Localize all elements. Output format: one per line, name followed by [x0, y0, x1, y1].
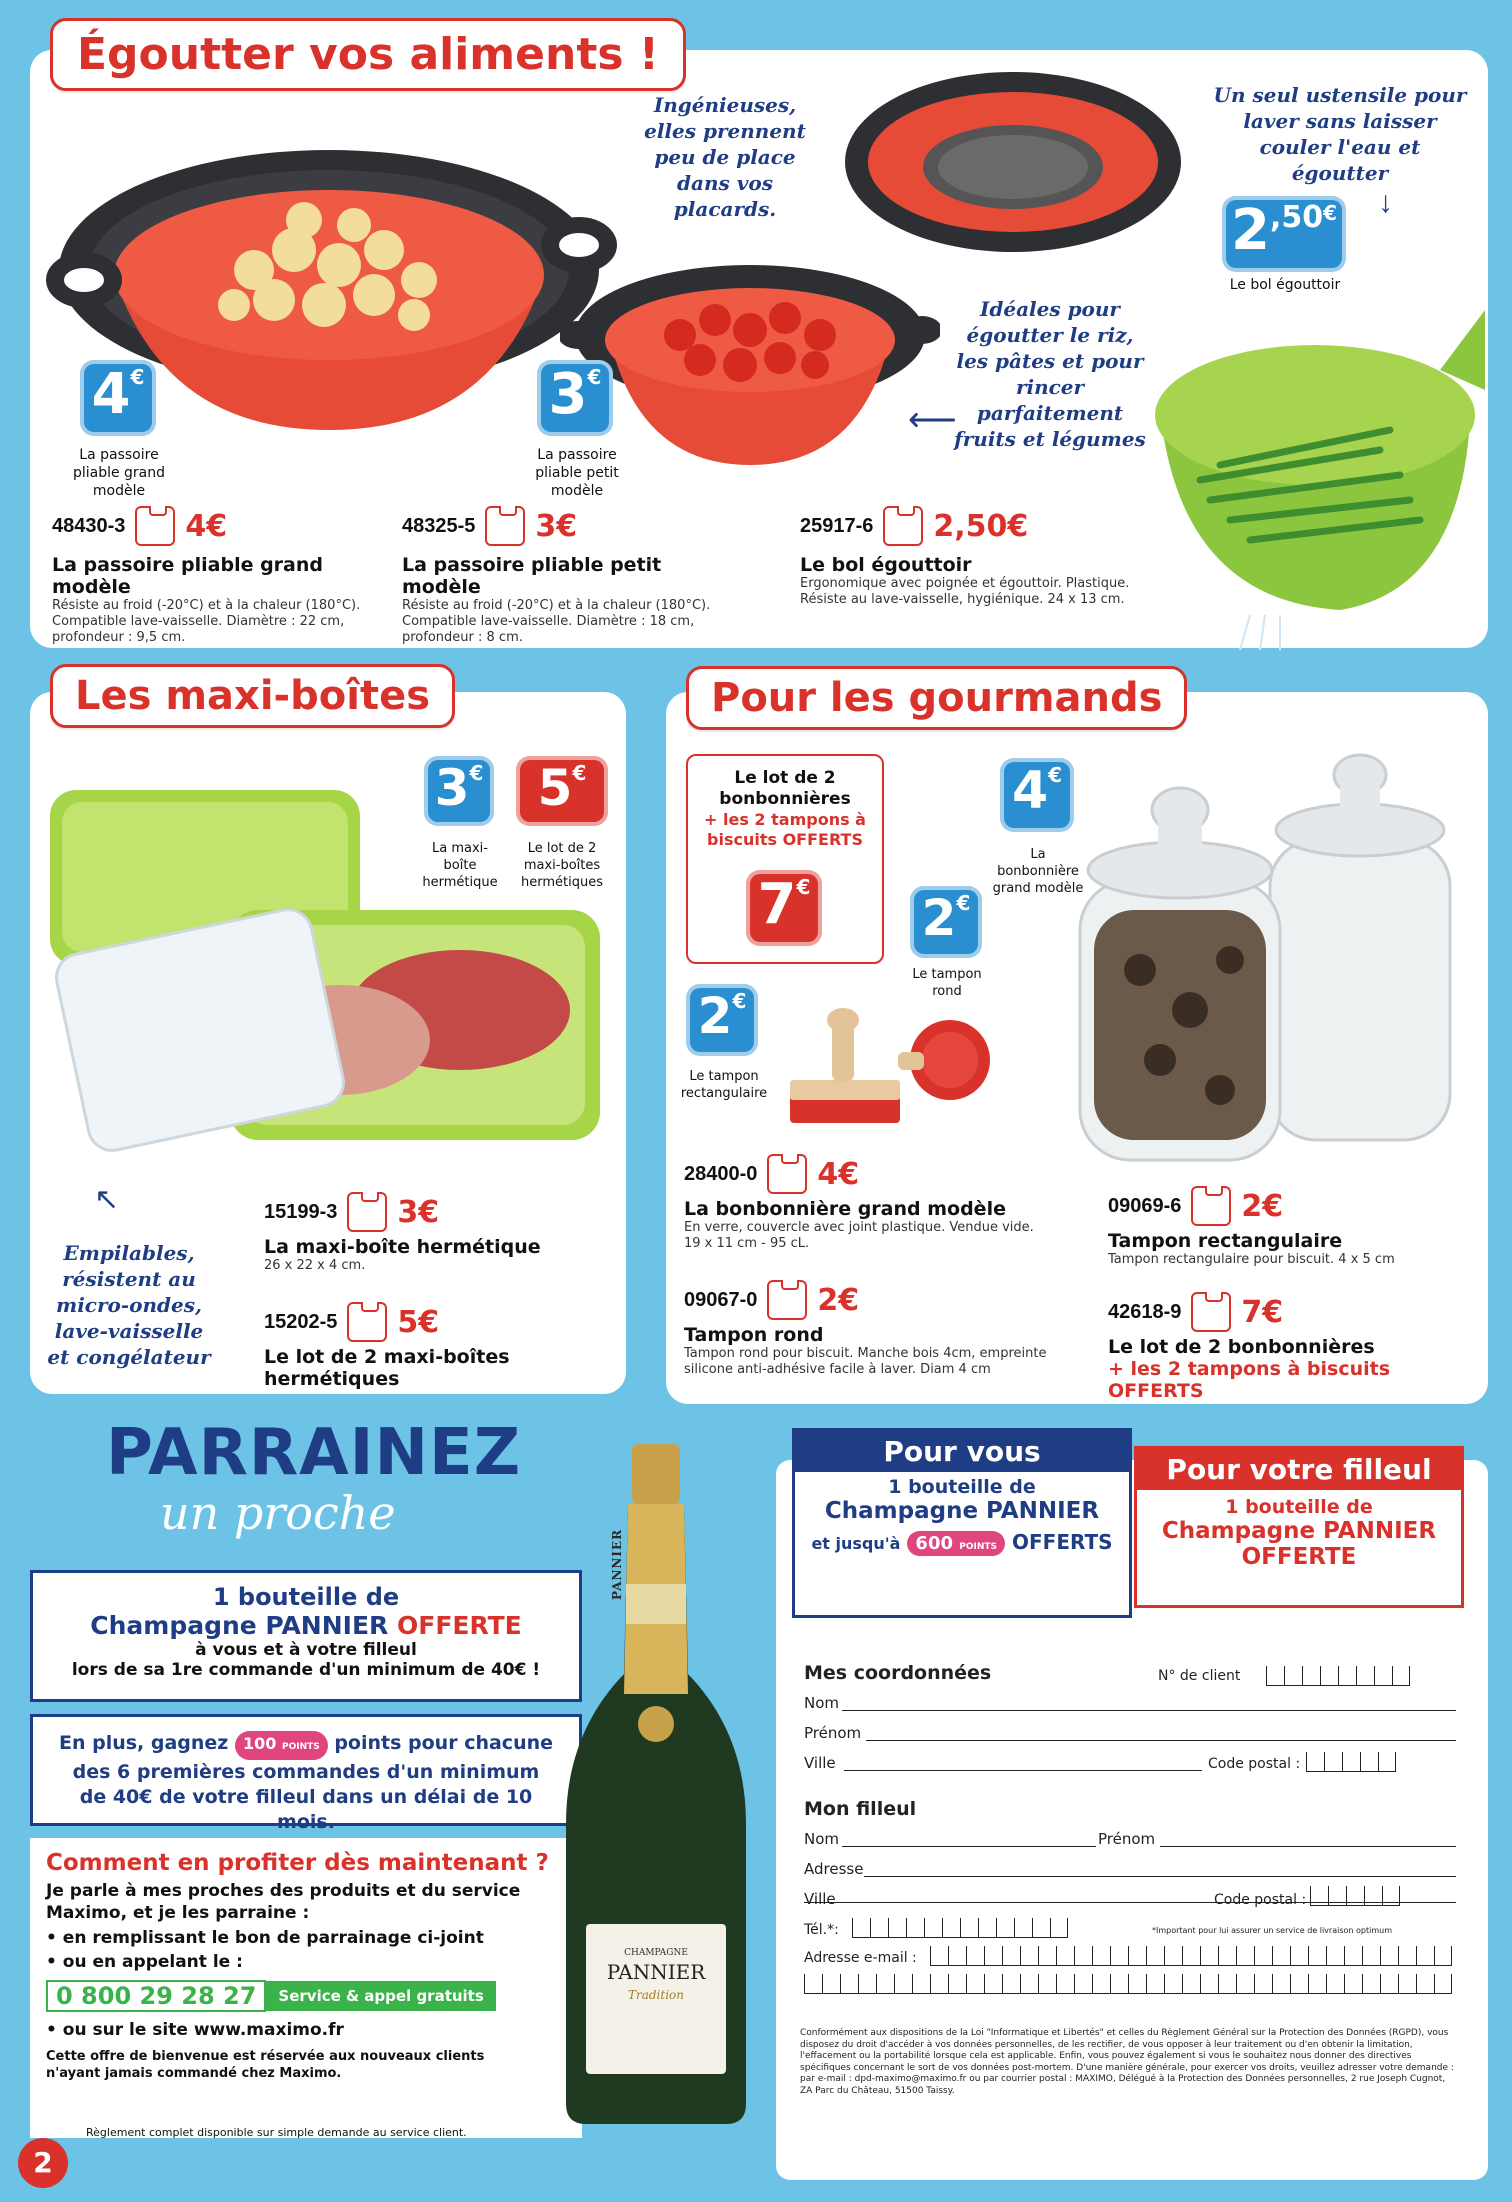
price-tag-passoire-petit: 3 € [537, 360, 613, 436]
product-price: 2,50€ [933, 508, 1029, 544]
email-field[interactable] [930, 1946, 1452, 1966]
product-price: 2€ [817, 1282, 860, 1318]
caption-tampon-rect: Le tampon rectangulaire [680, 1069, 768, 1101]
arrow-up-icon: ↖ [94, 1183, 120, 1216]
product-tampon-rond [684, 1280, 1084, 1378]
parrainez-title: PARRAINEZ [106, 1416, 522, 1490]
howto-bullet-form: en remplissant le bon de parrainage ci-joint [62, 1928, 484, 1948]
offer-box-1-line2a: Champagne PANNIER [90, 1611, 397, 1640]
filleul-cp-field[interactable] [1310, 1886, 1400, 1906]
note-ustensile: Un seul ustensile pour laver sans laisser couler l'eau et égoutter [1213, 83, 1467, 185]
tel-field[interactable] [852, 1918, 1068, 1938]
product-desc: En verre, couvercle avec joint plastique. Vendue vide. 19 x 11 cm - 95 cL. [684, 1220, 1034, 1251]
points-badge-600-value: 600 [915, 1533, 953, 1554]
caption-passoire-grand: La passoire pliable grand modèle [72, 447, 166, 499]
points-badge-600 [907, 1531, 1005, 1556]
product-price: 2€ [1241, 1188, 1284, 1224]
bottle-label-type: CHAMPAGNE [624, 1948, 688, 1958]
page-number-badge [18, 2138, 68, 2188]
note-placards: Ingénieuses, elles prennent peu de place dans vos placards. [644, 93, 806, 221]
price-tag-maxi-boite: 3 € [424, 756, 494, 826]
pour-filleul-line3: OFFERTE [1241, 1544, 1357, 1570]
parrainez-subtitle: un proche [160, 1486, 396, 1540]
product-ref: 15199-3 [264, 1200, 338, 1223]
howto-note: Cette offre de bienvenue est réservée aux nouveaux clients n'ayant jamais commandé chez Maximo. [46, 2049, 485, 2081]
howto-bullet-phone: ou en appelant le : [62, 1952, 243, 1972]
legal-notice: Conformément aux dispositions de la Loi "Informatique et Libertés" et celles du Règlement Général sur la Protection des Données (RGPD), vous disposez du droit d'accéder à vos données personnelles, de les rectifier, de vous opposer à leur traitement ou d'en obtenir la limitation, l'effacement ou la portabilité lorsque cela est applicable. Enfin, vous pouvez également si vous le souhaitez nous donner des directives spécifiques concernant le sort de vos données post-mortem. D'une manière générale, pour exercer vos droits, veuillez adresser votre demande : par e-mail : dpd-maximo@maximo.fr ou par courrier postal : MAXIMO, Délégué à la Protection des Données personnelles, 2 rue Joseph Cugnot, ZA Parc du Château, 51500 Taissy. [800, 2028, 1454, 2096]
product-maxi-lot [264, 1302, 624, 1390]
product-name: La maxi-boîte hermétique [264, 1236, 541, 1258]
email-label: Adresse e-mail : [804, 1950, 917, 1966]
order-checkbox[interactable] [347, 1192, 387, 1232]
product-maxi-boite [264, 1192, 614, 1274]
order-checkbox[interactable] [347, 1302, 387, 1342]
nom-field[interactable] [842, 1710, 1456, 1711]
maxi-boxes-image [40, 780, 620, 1170]
cp-label: Code postal : [1208, 1756, 1301, 1772]
product-lot-bonbonnieres [1108, 1292, 1478, 1402]
offer-box-1-line4: lors de sa 1re commande d'un minimum de 40€ ! [71, 1660, 541, 1680]
howto-box: Comment en profiter dès maintenant ? Je parle à mes proches des produits et du service Maximo, et je les parraine : • en remplissant le bon de parrainage ci-joint • ou en appelant le : 0 800 29 28 27 Service & appel gratuits • ou sur le site www.maximo.fr Cette offre de bienvenue est réservée aux nouveaux clients n'ayant jamais commandé chez Maximo. [30, 1838, 582, 2138]
green-bowl-image [1140, 270, 1485, 650]
filleul-prenom-field[interactable] [1160, 1846, 1456, 1847]
product-desc: Ergonomique avec poignée et égouttoir. Plastique. Résiste au lave-vaisselle, hygiénique. 24 x 13 cm. [800, 576, 1130, 607]
product-price: 7€ [1241, 1294, 1284, 1330]
product-bol [800, 506, 1150, 608]
price-tag-passoire-grand: 4 € [80, 360, 156, 436]
order-checkbox[interactable] [767, 1280, 807, 1320]
filleul-nom-label: Nom [804, 1830, 840, 1848]
note-empilables: Empilables, résistent au micro-ondes, lave-vaisselle et congélateur [47, 1241, 211, 1369]
bottle-label-brand: PANNIER [606, 1960, 706, 1984]
product-desc: Résiste au froid (-20°C) et à la chaleur (180°C). Compatible lave-vaisselle. Diamètre : 18 cm, profondeur : 8 cm. [402, 598, 711, 645]
price-tag-lot-bonbonnieres: 7 € [746, 870, 822, 946]
caption-maxi-lot: Le lot de 2 maxi-boîtes hermétiques [521, 841, 603, 890]
product-price: 5€ [397, 1304, 440, 1340]
order-checkbox[interactable] [1191, 1292, 1231, 1332]
filleul-ville-label: Ville [804, 1890, 836, 1908]
product-passoire-petit [402, 506, 742, 646]
prenom-field[interactable] [866, 1740, 1456, 1741]
client-number-label: N° de client [1158, 1668, 1241, 1684]
order-checkbox[interactable] [485, 506, 525, 546]
points-badge-600-label: POINTS [959, 1542, 998, 1552]
price-tag-tampon-rond: 2 € [910, 886, 982, 958]
price-tag-tampon-rect: 2 € [686, 984, 758, 1056]
caption-tampon-rond: Le tampon rond [912, 967, 982, 999]
maxi-title: Les maxi-boîtes [50, 664, 455, 728]
caption-passoire-petit: La passoire pliable petit modèle [535, 447, 619, 499]
ville-label: Ville [804, 1754, 836, 1772]
product-desc: 26 x 22 x 4 cm. [264, 1258, 366, 1273]
pour-vous-box [792, 1428, 1132, 1618]
tel-note: *Important pour lui assurer un service de livraison optimum [1152, 1926, 1392, 1935]
product-passoire-grand [52, 506, 392, 646]
caption-maxi-boite: La maxi-boîte hermétique [422, 841, 498, 890]
points-badge-100-label: POINTS [281, 1742, 320, 1752]
price-tag-bonbonniere: 4 € [1000, 758, 1074, 832]
product-desc: Tampon rectangulaire pour biscuit. 4 x 5 cm [1108, 1252, 1395, 1267]
product-ref: 25917-6 [800, 514, 874, 537]
stamps-image [780, 1000, 1000, 1150]
product-price: 3€ [535, 508, 578, 544]
product-ref: 48430-3 [52, 514, 126, 537]
filleul-cp-label: Code postal : [1214, 1892, 1307, 1908]
glass-jars-image [1070, 730, 1470, 1170]
caption-bonbonniere: La bonbonnière grand modèle [992, 847, 1084, 896]
offer-box-1-line2b: OFFERTE [397, 1611, 522, 1640]
note-ideales: Idéales pour égoutter le riz, les pâtes et pour rincer parfaitement fruits et légumes [954, 297, 1146, 451]
product-name: Tampon rectangulaire [1108, 1230, 1343, 1252]
filleul-nom-field[interactable] [842, 1846, 1096, 1847]
offer-box-2-text-b: points pour chacune des 6 premières commandes d'un minimum de 40€ de votre filleul dans un délai de 10 mois. [72, 1732, 554, 1833]
egoutter-title: Égoutter vos aliments ! [50, 18, 686, 91]
bottle-neck-brand: PANNIER [610, 1528, 624, 1600]
nom-label: Nom [804, 1694, 840, 1712]
offer-box-1-line1: 1 bouteille de [212, 1583, 400, 1611]
pour-filleul-line2: Champagne PANNIER [1161, 1518, 1437, 1544]
order-checkbox[interactable] [135, 506, 175, 546]
points-badge-100-value: 100 [242, 1734, 277, 1753]
caption-bol: Le bol égouttoir [1229, 277, 1341, 293]
product-bonbonniere [684, 1154, 1044, 1252]
lot-offer-line1: Le lot de 2 bonbonnières [719, 768, 851, 809]
offer-box-2 [30, 1714, 582, 1833]
pour-filleul-line1: 1 bouteille de [1225, 1496, 1373, 1518]
lot-offer-line2: + les 2 tampons à biscuits OFFERTS [704, 810, 866, 849]
product-price: 4€ [185, 508, 228, 544]
price-tag-maxi-lot: 5 € [516, 756, 608, 826]
reglement-note: Règlement complet disponible sur simple demande au service client. [86, 2126, 467, 2139]
product-name: Le lot de 2 maxi-boîtes hermétiques [264, 1346, 510, 1390]
product-name: Le lot de 2 bonbonnières [1108, 1336, 1375, 1358]
product-ref: 28400-0 [684, 1162, 758, 1185]
product-ref: 48325-5 [402, 514, 476, 537]
bottle-label-sub: Tradition [627, 1988, 685, 2002]
maximo-website-link[interactable]: ou sur le site www.maximo.fr [62, 2020, 344, 2040]
product-name: La passoire pliable grand modèle [52, 554, 324, 598]
pour-vous-title: Pour vous [795, 1431, 1129, 1472]
gourmands-title: Pour les gourmands [686, 666, 1187, 730]
page-number: 2 [33, 2146, 53, 2179]
champagne-bottle-image [556, 1444, 756, 2126]
ville-field[interactable] [844, 1770, 1202, 1771]
coord-title: Mes coordonnées [804, 1662, 992, 1684]
product-name: La passoire pliable petit modèle [402, 554, 662, 598]
product-desc: Résiste au froid (-20°C) et à la chaleur (180°C). Compatible lave-vaisselle. Diamètre : 22 cm, profondeur : 9,5 cm. [52, 598, 361, 645]
price-tag-bol: 2 ,50 € [1222, 196, 1346, 272]
collapsed-colander-image [838, 62, 1188, 272]
product-ref: 15202-5 [264, 1310, 338, 1333]
product-ref: 09067-0 [684, 1288, 758, 1311]
pour-vous-line1: 1 bouteille de [888, 1476, 1036, 1498]
pour-filleul-box [1134, 1446, 1464, 1608]
filleul-title: Mon filleul [804, 1798, 917, 1820]
filleul-prenom-label: Prénom [1098, 1830, 1156, 1848]
order-checkbox[interactable] [767, 1154, 807, 1194]
phone-number[interactable]: 0 800 29 28 27 [46, 1980, 266, 2012]
adresse-field[interactable] [864, 1876, 1456, 1877]
pour-vous-offerts: OFFERTS [1012, 1530, 1113, 1554]
adresse-label: Adresse [804, 1860, 864, 1878]
product-ref: 09069-6 [1108, 1194, 1182, 1217]
tel-label: Tél.*: [804, 1922, 839, 1938]
email-field-2[interactable] [804, 1974, 1452, 1994]
product-ref: 42618-9 [1108, 1300, 1182, 1323]
howto-intro: Je parle à mes proches des produits et du service Maximo, et je les parraine : [46, 1881, 521, 1923]
product-name: Tampon rond [684, 1324, 824, 1346]
order-checkbox[interactable] [883, 506, 923, 546]
offer-box-1 [30, 1570, 582, 1702]
cp-field[interactable] [1306, 1752, 1396, 1772]
product-name: La bonbonnière grand modèle [684, 1198, 1006, 1220]
product-offer: + les 2 tampons à biscuits OFFERTS [1108, 1358, 1391, 1402]
product-tampon-rect [1108, 1186, 1478, 1268]
arrow-down-icon: ↓ [1378, 186, 1393, 219]
product-name: Le bol égouttoir [800, 554, 972, 576]
product-price: 4€ [817, 1156, 860, 1192]
phone-free-badge: Service & appel gratuits [266, 1981, 495, 2011]
product-price: 3€ [397, 1194, 440, 1230]
pour-vous-upto: et jusqu'à [811, 1534, 901, 1553]
arrow-left-icon: ⟵ [908, 401, 957, 439]
howto-title: Comment en profiter dès maintenant ? [46, 1850, 549, 1876]
small-colander-image [560, 240, 940, 480]
pour-vous-line2: Champagne PANNIER [824, 1498, 1100, 1524]
pour-filleul-title: Pour votre filleul [1137, 1449, 1461, 1490]
order-checkbox[interactable] [1191, 1186, 1231, 1226]
product-desc: Tampon rond pour biscuit. Manche bois 4cm, empreinte silicone anti-adhésive facile à laver. Diam 4 cm [684, 1346, 1047, 1377]
offer-box-2-text-a: En plus, gagnez [58, 1732, 235, 1754]
offer-box-1-line3: à vous et à votre filleul [195, 1640, 417, 1660]
prenom-label: Prénom [804, 1724, 862, 1742]
client-number-field[interactable] [1266, 1666, 1410, 1686]
points-badge-100 [235, 1731, 328, 1760]
